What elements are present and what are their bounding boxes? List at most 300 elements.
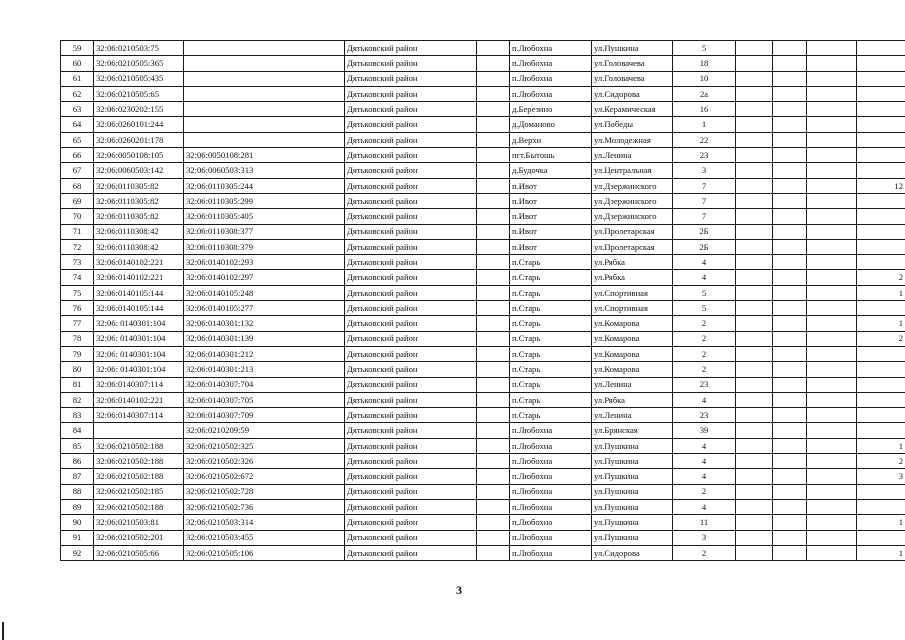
settlement-cell: п.Старь	[510, 346, 592, 361]
street-cell: ул.Рябка	[592, 255, 673, 270]
sub-cadastral-number-cell: 32:06:0140102:293	[184, 255, 345, 270]
table-row	[61, 499, 905, 514]
apartment-number-cell	[857, 71, 905, 86]
house-number-cell: 2	[673, 484, 736, 499]
sub-cadastral-number-cell	[184, 56, 345, 71]
blank-column-cell	[477, 499, 510, 514]
house-number-cell: 2	[673, 545, 736, 560]
extra-col-b-cell	[773, 438, 807, 453]
district-cell: Дятьковский район	[345, 499, 477, 514]
house-number-cell: 18	[673, 56, 736, 71]
extra-col-b-cell	[773, 499, 807, 514]
cadastral-number-cell: 32:06:0210502:188	[94, 438, 184, 453]
table-row	[61, 255, 905, 270]
row-number-cell: 60	[61, 56, 94, 71]
row-number-cell: 68	[61, 178, 94, 193]
house-number-cell: 23	[673, 377, 736, 392]
table-row	[61, 331, 905, 346]
extra-col-b-cell	[773, 132, 807, 147]
extra-col-a-cell	[736, 408, 773, 423]
extra-col-c-cell	[807, 438, 857, 453]
apartment-number-cell: 1	[857, 285, 905, 300]
blank-column-cell	[477, 239, 510, 254]
apartment-number-cell: 3	[857, 469, 905, 484]
settlement-cell: п.Старь	[510, 377, 592, 392]
extra-col-a-cell	[736, 71, 773, 86]
extra-col-c-cell	[807, 301, 857, 316]
extra-col-a-cell	[736, 239, 773, 254]
extra-col-b-cell	[773, 545, 807, 560]
house-number-cell: 7	[673, 209, 736, 224]
extra-col-a-cell	[736, 316, 773, 331]
table-row	[61, 224, 905, 239]
extra-col-a-cell	[736, 148, 773, 163]
extra-col-b-cell	[773, 408, 807, 423]
sub-cadastral-number-cell: 32:06:0210502:326	[184, 454, 345, 469]
street-cell: ул.Рябка	[592, 392, 673, 407]
extra-col-b-cell	[773, 331, 807, 346]
street-cell: ул.Пролетарская	[592, 224, 673, 239]
table-row	[61, 515, 905, 530]
cadastral-number-cell: 32:06:0260101:244	[94, 117, 184, 132]
street-cell: ул.Ленина	[592, 148, 673, 163]
extra-col-c-cell	[807, 163, 857, 178]
settlement-cell: п.Любохна	[510, 484, 592, 499]
sub-cadastral-number-cell	[184, 86, 345, 101]
district-cell: Дятьковский район	[345, 102, 477, 117]
extra-col-b-cell	[773, 148, 807, 163]
row-number-cell: 64	[61, 117, 94, 132]
sub-cadastral-number-cell: 32:06:0050108:281	[184, 148, 345, 163]
settlement-cell: п.Любохна	[510, 530, 592, 545]
blank-column-cell	[477, 423, 510, 438]
row-number-cell: 84	[61, 423, 94, 438]
settlement-cell: п.Ивот	[510, 224, 592, 239]
row-number-cell: 90	[61, 515, 94, 530]
cadastral-number-cell: 32:06:0140102:221	[94, 255, 184, 270]
row-number-cell: 67	[61, 163, 94, 178]
street-cell: ул.Комарова	[592, 331, 673, 346]
extra-col-c-cell	[807, 408, 857, 423]
settlement-cell: п.Старь	[510, 331, 592, 346]
street-cell: ул.Победы	[592, 117, 673, 132]
table-row	[61, 132, 905, 147]
extra-col-c-cell	[807, 56, 857, 71]
row-number-cell: 61	[61, 71, 94, 86]
settlement-cell: п.Любохна	[510, 71, 592, 86]
street-cell: ул.Сидорова	[592, 545, 673, 560]
house-number-cell: 3	[673, 530, 736, 545]
district-cell: Дятьковский район	[345, 515, 477, 530]
table-row	[61, 239, 905, 254]
street-cell: ул.Керамическая	[592, 102, 673, 117]
street-cell: ул.Комарова	[592, 316, 673, 331]
sub-cadastral-number-cell: 32:06:0060503:313	[184, 163, 345, 178]
house-number-cell: 2	[673, 362, 736, 377]
table-row	[61, 270, 905, 285]
blank-column-cell	[477, 438, 510, 453]
street-cell: ул.Ленина	[592, 377, 673, 392]
extra-col-c-cell	[807, 41, 857, 56]
blank-column-cell	[477, 163, 510, 178]
house-number-cell: 7	[673, 178, 736, 193]
settlement-cell: п.Любохна	[510, 515, 592, 530]
cadastral-number-cell: 32:06:0110308:42	[94, 239, 184, 254]
extra-col-b-cell	[773, 484, 807, 499]
extra-col-b-cell	[773, 316, 807, 331]
settlement-cell: п.Ивот	[510, 209, 592, 224]
extra-col-b-cell	[773, 102, 807, 117]
extra-col-c-cell	[807, 148, 857, 163]
extra-col-b-cell	[773, 56, 807, 71]
apartment-number-cell	[857, 377, 905, 392]
table-row	[61, 484, 905, 499]
cadastral-number-cell: 32:06:0140307:114	[94, 408, 184, 423]
settlement-cell: п.Старь	[510, 255, 592, 270]
apartment-number-cell	[857, 41, 905, 56]
street-cell: ул.Пушкина	[592, 530, 673, 545]
blank-column-cell	[477, 86, 510, 101]
property-register-table	[60, 40, 905, 561]
house-number-cell: 7	[673, 193, 736, 208]
house-number-cell: 23	[673, 408, 736, 423]
sub-cadastral-number-cell: 32:06:0140301:132	[184, 316, 345, 331]
street-cell: ул.Пушкина	[592, 454, 673, 469]
blank-column-cell	[477, 117, 510, 132]
apartment-number-cell: 2	[857, 454, 905, 469]
row-number-cell: 78	[61, 331, 94, 346]
street-cell: ул.Пушкина	[592, 469, 673, 484]
extra-col-a-cell	[736, 484, 773, 499]
blank-column-cell	[477, 484, 510, 499]
house-number-cell: 2Б	[673, 224, 736, 239]
district-cell: Дятьковский район	[345, 484, 477, 499]
row-number-cell: 76	[61, 301, 94, 316]
extra-col-b-cell	[773, 41, 807, 56]
district-cell: Дятьковский район	[345, 239, 477, 254]
blank-column-cell	[477, 316, 510, 331]
sub-cadastral-number-cell	[184, 117, 345, 132]
table-body	[61, 41, 905, 561]
district-cell: Дятьковский район	[345, 163, 477, 178]
house-number-cell: 2	[673, 331, 736, 346]
row-number-cell: 71	[61, 224, 94, 239]
sub-cadastral-number-cell: 32:06:0140307:704	[184, 377, 345, 392]
extra-col-b-cell	[773, 515, 807, 530]
extra-col-b-cell	[773, 193, 807, 208]
extra-col-a-cell	[736, 423, 773, 438]
cadastral-number-cell	[94, 423, 184, 438]
extra-col-c-cell	[807, 545, 857, 560]
district-cell: Дятьковский район	[345, 545, 477, 560]
district-cell: Дятьковский район	[345, 454, 477, 469]
cadastral-number-cell: 32:06:0110305:82	[94, 209, 184, 224]
table-row	[61, 193, 905, 208]
extra-col-c-cell	[807, 193, 857, 208]
extra-col-b-cell	[773, 377, 807, 392]
extra-col-b-cell	[773, 362, 807, 377]
row-number-cell: 79	[61, 346, 94, 361]
table-row	[61, 438, 905, 453]
sub-cadastral-number-cell: 32:06:0210505:106	[184, 545, 345, 560]
apartment-number-cell	[857, 132, 905, 147]
blank-column-cell	[477, 454, 510, 469]
row-number-cell: 73	[61, 255, 94, 270]
house-number-cell: 1	[673, 117, 736, 132]
apartment-number-cell	[857, 255, 905, 270]
apartment-number-cell	[857, 148, 905, 163]
district-cell: Дятьковский район	[345, 270, 477, 285]
extra-col-b-cell	[773, 392, 807, 407]
street-cell: ул.Дзержинского	[592, 178, 673, 193]
blank-column-cell	[477, 377, 510, 392]
extra-col-a-cell	[736, 224, 773, 239]
sub-cadastral-number-cell: 32:06:0210502:728	[184, 484, 345, 499]
extra-col-c-cell	[807, 469, 857, 484]
blank-column-cell	[477, 71, 510, 86]
extra-col-b-cell	[773, 270, 807, 285]
cadastral-number-cell: 32:06: 0140301:104	[94, 331, 184, 346]
extra-col-b-cell	[773, 255, 807, 270]
blank-column-cell	[477, 41, 510, 56]
house-number-cell: 5	[673, 285, 736, 300]
blank-column-cell	[477, 346, 510, 361]
table-row	[61, 71, 905, 86]
street-cell: ул.Пролетарская	[592, 239, 673, 254]
extra-col-c-cell	[807, 530, 857, 545]
extra-col-c-cell	[807, 377, 857, 392]
street-cell: ул.Молодежная	[592, 132, 673, 147]
apartment-number-cell: 2	[857, 331, 905, 346]
settlement-cell: п.Старь	[510, 392, 592, 407]
extra-col-c-cell	[807, 316, 857, 331]
cadastral-number-cell: 32:06:0110308:42	[94, 224, 184, 239]
cadastral-number-cell: 32:06:0210502:188	[94, 469, 184, 484]
settlement-cell: п.Старь	[510, 316, 592, 331]
apartment-number-cell	[857, 86, 905, 101]
cadastral-number-cell: 32:06:0210502:188	[94, 499, 184, 514]
row-number-cell: 88	[61, 484, 94, 499]
district-cell: Дятьковский район	[345, 178, 477, 193]
house-number-cell: 2	[673, 346, 736, 361]
table-row	[61, 469, 905, 484]
table-row	[61, 148, 905, 163]
extra-col-b-cell	[773, 224, 807, 239]
apartment-number-cell	[857, 56, 905, 71]
page-number: 3	[456, 583, 462, 597]
cadastral-number-cell: 32:06:0210503:75	[94, 41, 184, 56]
sub-cadastral-number-cell: 32:06:0110305:405	[184, 209, 345, 224]
apartment-number-cell	[857, 163, 905, 178]
district-cell: Дятьковский район	[345, 301, 477, 316]
house-number-cell: 4	[673, 499, 736, 514]
house-number-cell: 5	[673, 41, 736, 56]
apartment-number-cell	[857, 224, 905, 239]
settlement-cell: п.Любохна	[510, 469, 592, 484]
house-number-cell: 16	[673, 102, 736, 117]
sub-cadastral-number-cell: 32:06:0110305:299	[184, 193, 345, 208]
scan-edge-mark	[2, 622, 4, 640]
blank-column-cell	[477, 193, 510, 208]
sub-cadastral-number-cell	[184, 41, 345, 56]
cadastral-number-cell: 32:06:0210505:365	[94, 56, 184, 71]
sub-cadastral-number-cell	[184, 71, 345, 86]
cadastral-number-cell: 32:06:0140105:144	[94, 301, 184, 316]
district-cell: Дятьковский район	[345, 438, 477, 453]
extra-col-c-cell	[807, 132, 857, 147]
cadastral-number-cell: 32:06:0140102:221	[94, 392, 184, 407]
row-number-cell: 91	[61, 530, 94, 545]
settlement-cell: п.Старь	[510, 362, 592, 377]
apartment-number-cell: 1	[857, 545, 905, 560]
extra-col-b-cell	[773, 285, 807, 300]
row-number-cell: 75	[61, 285, 94, 300]
cadastral-number-cell: 32:06:0210502:185	[94, 484, 184, 499]
table-row	[61, 285, 905, 300]
house-number-cell: 2а	[673, 86, 736, 101]
table-row	[61, 86, 905, 101]
street-cell: ул.Пушкина	[592, 484, 673, 499]
table-row	[61, 408, 905, 423]
apartment-number-cell	[857, 239, 905, 254]
row-number-cell: 83	[61, 408, 94, 423]
sub-cadastral-number-cell	[184, 102, 345, 117]
extra-col-b-cell	[773, 117, 807, 132]
extra-col-b-cell	[773, 454, 807, 469]
extra-col-a-cell	[736, 530, 773, 545]
street-cell: ул.Спортивная	[592, 285, 673, 300]
house-number-cell: 11	[673, 515, 736, 530]
district-cell: Дятьковский район	[345, 224, 477, 239]
apartment-number-cell	[857, 408, 905, 423]
extra-col-a-cell	[736, 86, 773, 101]
extra-col-c-cell	[807, 270, 857, 285]
cadastral-number-cell: 32:06:0210502:201	[94, 530, 184, 545]
sub-cadastral-number-cell: 32:06:0210503:455	[184, 530, 345, 545]
extra-col-a-cell	[736, 377, 773, 392]
extra-col-a-cell	[736, 163, 773, 178]
settlement-cell: п.Ивот	[510, 239, 592, 254]
table-row	[61, 362, 905, 377]
extra-col-c-cell	[807, 392, 857, 407]
extra-col-b-cell	[773, 423, 807, 438]
extra-col-c-cell	[807, 178, 857, 193]
extra-col-c-cell	[807, 71, 857, 86]
cadastral-number-cell: 32:06: 0140301:104	[94, 346, 184, 361]
settlement-cell: п.Ивот	[510, 193, 592, 208]
extra-col-c-cell	[807, 423, 857, 438]
table-row	[61, 178, 905, 193]
extra-col-a-cell	[736, 117, 773, 132]
apartment-number-cell	[857, 346, 905, 361]
street-cell: ул.Рябка	[592, 270, 673, 285]
extra-col-a-cell	[736, 469, 773, 484]
street-cell: ул.Пушкина	[592, 515, 673, 530]
blank-column-cell	[477, 331, 510, 346]
extra-col-a-cell	[736, 209, 773, 224]
extra-col-b-cell	[773, 469, 807, 484]
extra-col-b-cell	[773, 163, 807, 178]
extra-col-c-cell	[807, 102, 857, 117]
district-cell: Дятьковский район	[345, 193, 477, 208]
cadastral-number-cell: 32:06:0060503:142	[94, 163, 184, 178]
extra-col-a-cell	[736, 102, 773, 117]
apartment-number-cell	[857, 362, 905, 377]
extra-col-c-cell	[807, 209, 857, 224]
district-cell: Дятьковский район	[345, 362, 477, 377]
district-cell: Дятьковский район	[345, 148, 477, 163]
apartment-number-cell: 1	[857, 316, 905, 331]
extra-col-a-cell	[736, 301, 773, 316]
house-number-cell: 10	[673, 71, 736, 86]
row-number-cell: 66	[61, 148, 94, 163]
settlement-cell: д.Верхи	[510, 132, 592, 147]
extra-col-a-cell	[736, 331, 773, 346]
row-number-cell: 80	[61, 362, 94, 377]
extra-col-b-cell	[773, 178, 807, 193]
district-cell: Дятьковский район	[345, 423, 477, 438]
extra-col-a-cell	[736, 545, 773, 560]
sub-cadastral-number-cell: 32:06:0140105:277	[184, 301, 345, 316]
extra-col-c-cell	[807, 117, 857, 132]
extra-col-a-cell	[736, 346, 773, 361]
extra-col-c-cell	[807, 224, 857, 239]
extra-col-a-cell	[736, 178, 773, 193]
row-number-cell: 62	[61, 86, 94, 101]
apartment-number-cell	[857, 102, 905, 117]
sub-cadastral-number-cell: 32:06:0210209:59	[184, 423, 345, 438]
district-cell: Дятьковский район	[345, 285, 477, 300]
settlement-cell: д.Будочка	[510, 163, 592, 178]
table-row	[61, 346, 905, 361]
row-number-cell: 85	[61, 438, 94, 453]
apartment-number-cell	[857, 117, 905, 132]
apartment-number-cell	[857, 301, 905, 316]
house-number-cell: 4	[673, 438, 736, 453]
apartment-number-cell	[857, 499, 905, 514]
settlement-cell: п.Старь	[510, 285, 592, 300]
district-cell: Дятьковский район	[345, 255, 477, 270]
blank-column-cell	[477, 408, 510, 423]
district-cell: Дятьковский район	[345, 331, 477, 346]
settlement-cell: п.Любохна	[510, 423, 592, 438]
extra-col-a-cell	[736, 285, 773, 300]
extra-col-a-cell	[736, 270, 773, 285]
house-number-cell: 4	[673, 469, 736, 484]
sub-cadastral-number-cell: 32:06:0210503:314	[184, 515, 345, 530]
house-number-cell: 3	[673, 163, 736, 178]
row-number-cell: 65	[61, 132, 94, 147]
street-cell: ул.Дзержинского	[592, 193, 673, 208]
extra-col-c-cell	[807, 362, 857, 377]
settlement-cell: д.Доманово	[510, 117, 592, 132]
sub-cadastral-number-cell: 32:06:0140102:297	[184, 270, 345, 285]
apartment-number-cell	[857, 209, 905, 224]
extra-col-b-cell	[773, 346, 807, 361]
row-number-cell: 86	[61, 454, 94, 469]
table-row	[61, 41, 905, 56]
district-cell: Дятьковский район	[345, 469, 477, 484]
extra-col-a-cell	[736, 454, 773, 469]
sub-cadastral-number-cell: 32:06:0140301:139	[184, 331, 345, 346]
row-number-cell: 89	[61, 499, 94, 514]
apartment-number-cell	[857, 423, 905, 438]
settlement-cell: п.Любохна	[510, 56, 592, 71]
sub-cadastral-number-cell: 32:06:0110305:244	[184, 178, 345, 193]
sub-cadastral-number-cell: 32:06:0140307:705	[184, 392, 345, 407]
blank-column-cell	[477, 545, 510, 560]
extra-col-c-cell	[807, 346, 857, 361]
